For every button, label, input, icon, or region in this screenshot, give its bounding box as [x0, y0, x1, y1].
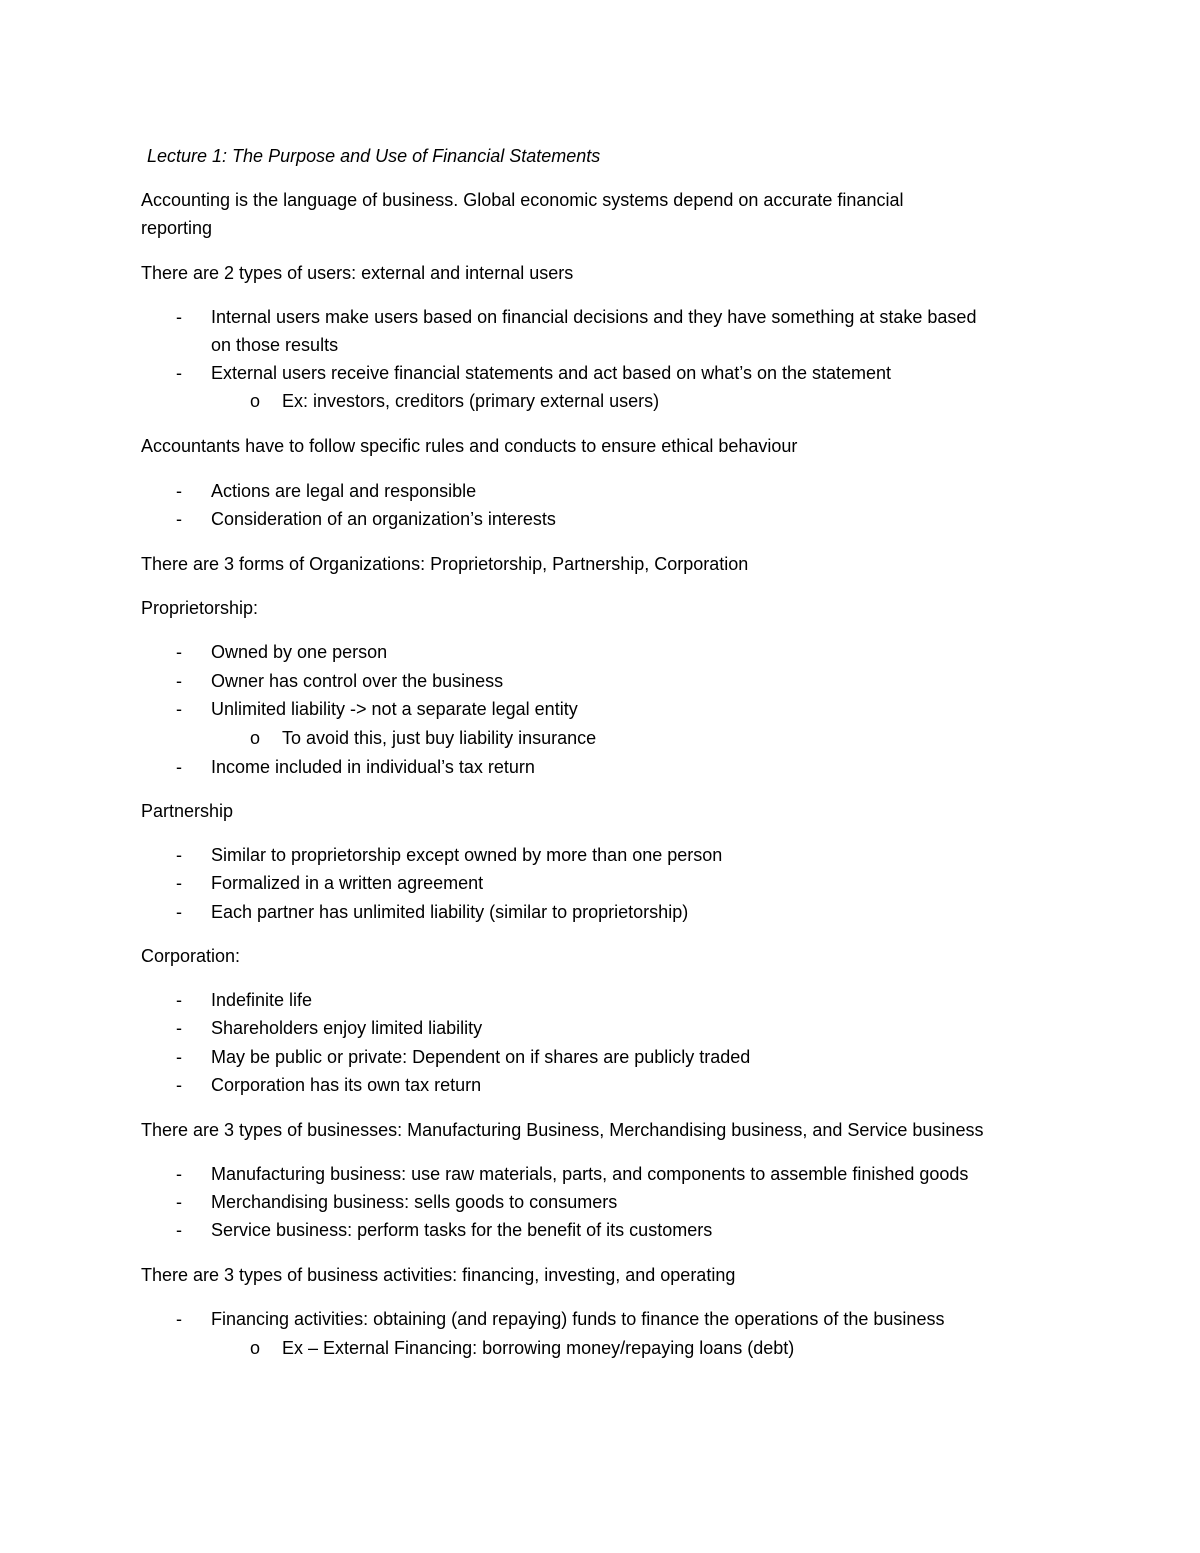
- section-heading-proprietorship: Proprietorship:: [141, 598, 259, 618]
- bullet-marker: -: [176, 1192, 182, 1212]
- sub-bullet-marker: o: [250, 728, 261, 748]
- sub-bullet-marker: o: [250, 1338, 261, 1358]
- section-heading-ethics: Accountants have to follow specific rules and conducts to ensure ethical behaviour: [141, 436, 798, 456]
- bullet-marker: -: [176, 363, 182, 383]
- section-heading-businesses: There are 3 types of businesses: Manufacturing Business, Merchandising business, and Service business: [141, 1120, 984, 1140]
- intro-line: reporting: [141, 218, 213, 238]
- list-item: Income included in individual’s tax return: [211, 757, 535, 777]
- bullet-marker: -: [176, 1164, 182, 1184]
- section-heading-activities: There are 3 types of business activities: financing, investing, and operating: [141, 1265, 736, 1285]
- list-item: Similar to proprietorship except owned by more than one person: [211, 845, 723, 865]
- bullet-marker: -: [176, 1309, 182, 1329]
- bullet-marker: -: [176, 1047, 182, 1067]
- bullet-marker: -: [176, 671, 182, 691]
- sub-bullet-marker: o: [250, 391, 261, 411]
- list-item: Financing activities: obtaining (and repaying) funds to finance the operations of the business: [211, 1309, 945, 1329]
- list-item: Service business: perform tasks for the benefit of its customers: [211, 1220, 713, 1240]
- list-item: Owner has control over the business: [211, 671, 504, 691]
- list-item: Corporation has its own tax return: [211, 1075, 482, 1095]
- sub-list-item: Ex – External Financing: borrowing money/repaying loans (debt): [282, 1338, 795, 1358]
- list-item: May be public or private: Dependent on if shares are publicly traded: [211, 1047, 751, 1067]
- page-title: Lecture 1: The Purpose and Use of Financial Statements: [147, 146, 601, 166]
- list-item: Merchandising business: sells goods to consumers: [211, 1192, 618, 1212]
- bullet-marker: -: [176, 845, 182, 865]
- section-heading-corporation: Corporation:: [141, 946, 241, 966]
- bullet-marker: -: [176, 509, 182, 529]
- bullet-marker: -: [176, 757, 182, 777]
- bullet-marker: -: [176, 1018, 182, 1038]
- list-item: Shareholders enjoy limited liability: [211, 1018, 483, 1038]
- sub-list-item: To avoid this, just buy liability insurance: [282, 728, 597, 748]
- list-item: Owned by one person: [211, 642, 388, 662]
- list-item: Internal users make users based on financial decisions and they have something at stake based: [211, 307, 977, 327]
- list-item-continuation: on those results: [211, 335, 339, 355]
- list-item: Unlimited liability -> not a separate legal entity: [211, 699, 578, 719]
- bullet-marker: -: [176, 873, 182, 893]
- bullet-marker: -: [176, 902, 182, 922]
- section-heading-organizations: There are 3 forms of Organizations: Proprietorship, Partnership, Corporation: [141, 554, 749, 574]
- section-heading-users: There are 2 types of users: external and internal users: [141, 263, 574, 283]
- list-item: Actions are legal and responsible: [211, 481, 477, 501]
- list-item: Manufacturing business: use raw materials, parts, and components to assemble finished goods: [211, 1164, 969, 1184]
- list-item: Indefinite life: [211, 990, 313, 1010]
- list-item: Formalized in a written agreement: [211, 873, 484, 893]
- list-item: Each partner has unlimited liability (similar to proprietorship): [211, 902, 689, 922]
- bullet-marker: -: [176, 481, 182, 501]
- bullet-marker: -: [176, 990, 182, 1010]
- list-item: Consideration of an organization’s interests: [211, 509, 556, 529]
- bullet-marker: -: [176, 307, 182, 327]
- sub-list-item: Ex: investors, creditors (primary external users): [282, 391, 660, 411]
- list-item: External users receive financial statements and act based on what’s on the statement: [211, 363, 892, 383]
- section-heading-partnership: Partnership: [141, 801, 234, 821]
- bullet-marker: -: [176, 1220, 182, 1240]
- bullet-marker: -: [176, 699, 182, 719]
- bullet-marker: -: [176, 642, 182, 662]
- intro-line: Accounting is the language of business. Global economic systems depend on accurate financial: [141, 190, 904, 210]
- bullet-marker: -: [176, 1075, 182, 1095]
